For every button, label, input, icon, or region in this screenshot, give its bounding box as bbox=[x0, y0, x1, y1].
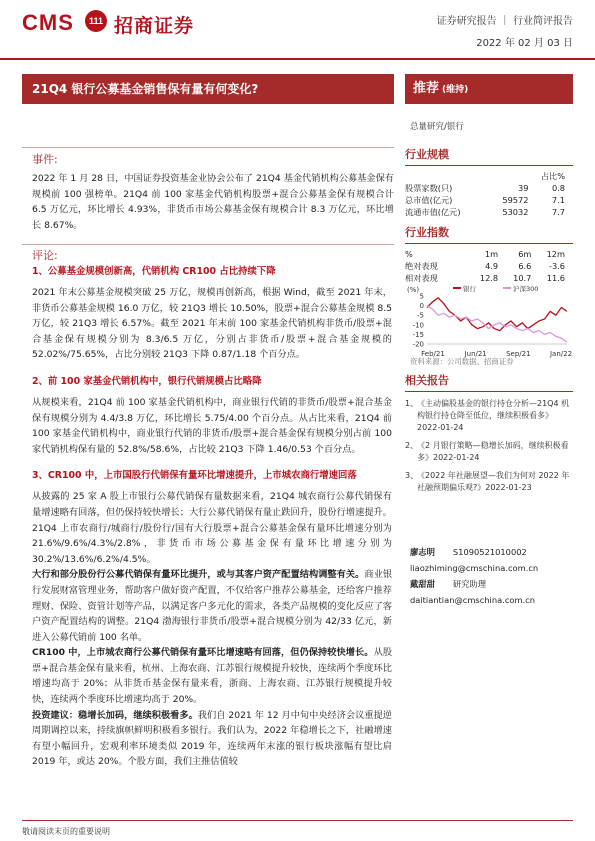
item-text: 《2022 年社融展望—我们为何对 2022 年社融预期偏乐观?》2022-01-23 bbox=[417, 471, 570, 492]
report-title: 21Q4 银行公募基金销售保有量有何变化? bbox=[22, 74, 394, 104]
x-tick-label: Sep/21 bbox=[506, 350, 531, 358]
row-value: 4.9 bbox=[485, 261, 499, 271]
footer-note: 敬请阅读末页的重要说明 bbox=[22, 827, 110, 836]
comment-tag: 评论: bbox=[32, 249, 58, 262]
related-heading: 相关报告 bbox=[405, 374, 449, 387]
x-tick-label: Jun/21 bbox=[464, 350, 487, 358]
series-line-银行 bbox=[427, 298, 567, 331]
row-pct: 7.7 bbox=[551, 207, 565, 217]
paragraph-5-lead: CR100 中，上市城农商行公募代销保有量环比增速略有回落，但仍保持较快增长。 bbox=[32, 647, 374, 659]
row-label: 流通市值(亿元) bbox=[405, 206, 461, 217]
paragraph-6-lead: 投资建议：稳增长加码，继续积极看多。 bbox=[32, 709, 198, 721]
y-tick-label: 5 bbox=[419, 292, 424, 301]
analyst-email[interactable]: daitiantian@cmschina.com.cn bbox=[410, 595, 536, 605]
paragraph-6-text: 我们自 2021 年 12 月中旬中央经济会议重提逆周期调控以来，持续旗帜鲜明积极看多银行。我们认为，2022 年稳增长之下，社融增速有望小幅回升，宏观利率环境类似 2019 年，连续两年末涨的银行板块涨幅有望比肩 2019 年，或达 20%。个股方面，我们主推估值较 bbox=[32, 709, 392, 768]
event-tag: 事件: bbox=[32, 153, 58, 166]
comment-section bbox=[22, 244, 394, 263]
chart-source: 资料来源：公司数据、招商证券 bbox=[410, 357, 514, 366]
report-type: 证券研究报告 ｜ 行业简评报告 bbox=[436, 16, 573, 27]
industry-scale bbox=[405, 146, 573, 218]
col-header: 6m bbox=[518, 249, 532, 259]
row-pct: 0.8 bbox=[551, 183, 565, 193]
scale-table bbox=[405, 170, 565, 218]
industry-index bbox=[405, 224, 573, 284]
related-reports bbox=[405, 372, 573, 494]
rating-label: 推荐 bbox=[413, 81, 440, 96]
item-text: 《主动偏股基金的银行持仓分析—21Q4 机构银行持仓降至低位，继续积极看多》2022-01-24 bbox=[417, 399, 570, 432]
related-report-item[interactable] bbox=[405, 470, 573, 494]
paragraph-2: 从规模来看，21Q4 前 100 家基金代销机构中，商业银行代销的非货币/股票+混合基金保有规模分别为 4.4/3.8 万亿，环比增长 5.75/4.00 个百分点。从占比来看，21Q4 前 100 家基金代销机构中，商业银行代销的非货币/股票+混合基金保有规模分别占前 100 家代销机构保有量的 52.8%/58.6%，占比较 21Q3 下降 1.46/0.53 个百分点。 bbox=[32, 396, 392, 455]
index-table bbox=[405, 248, 565, 284]
analyst-1 bbox=[410, 546, 573, 559]
item-number: 2、 bbox=[405, 441, 419, 450]
table-row bbox=[405, 182, 565, 194]
table-row bbox=[405, 206, 565, 218]
row-value: 11.6 bbox=[546, 273, 565, 283]
header-divider bbox=[0, 58, 595, 60]
y-tick-label: -10 bbox=[412, 321, 424, 330]
index-heading: 行业指数 bbox=[405, 226, 449, 239]
row-value: 10.7 bbox=[513, 273, 532, 283]
col-header: 1m bbox=[484, 249, 499, 259]
y-tick-label: -5 bbox=[417, 311, 424, 320]
index-chart bbox=[405, 282, 573, 358]
col-header: % bbox=[405, 249, 413, 259]
paragraph-4-text: 商业银行发展财富管理业务，帮助客户做好资产配置，不仅给客户推荐公募基金，还给客户推荐理财、保险、资管计划等产品，以满足客户多元化的需求，各类产品规模的变化反应了客户资产配置结构的调整。21Q4 渤海银行非货币/股票+混合规模分别为 42/33 亿元，新进入公募代销前 100 名单。 bbox=[32, 569, 393, 643]
related-report-item[interactable] bbox=[405, 440, 573, 464]
rating-band bbox=[405, 74, 573, 104]
heading-2: 2、前 100 家基金代销机构中，银行代销规模占比略降 bbox=[32, 375, 262, 387]
paragraph-1: 2021 年末公募基金规模突破 25 万亿，规模再创新高，根据 Wind，截至 2021 年末，非货币公募基金规模 16.0 万亿，较 21Q3 增长 10.50%，股票+混合公募基金规模 8.5 万亿，较 21Q3 增长 6.57%。截至 2021 年末前 100 家基金代销机构非货币/股票+混合基金保有规模分别为 8.3/6.5 万亿，分别占非货币/股票+混合基金规模的 52.02%/75.65%，占比分别较 21Q3 下降 0.87/1.18 个百分点。 bbox=[32, 287, 392, 361]
analyst-id: S1090521010002 bbox=[452, 547, 527, 557]
row-value: -3.6 bbox=[549, 261, 565, 271]
paragraph-5 bbox=[32, 645, 392, 707]
divider bbox=[405, 165, 573, 166]
divider bbox=[405, 243, 573, 244]
x-tick-label: Feb/21 bbox=[421, 350, 445, 358]
event-text: 2022 年 1 月 28 日，中国证券投资基金业协会公布了 21Q4 基金代销机构公募基金保有规模前 100 强榜单。21Q4 前 100 家基金代销机构股票+混合公募基金保有规模合计 6.5 万亿元，环比增长 4.93%，非货币市场公募基金保有规模合计 8.3 万亿元，环比增长 8.67%。 bbox=[32, 173, 394, 231]
analyst-name: 戴甜甜 bbox=[410, 579, 435, 589]
analyst-email[interactable]: liaozhiming@cmschina.com.cn bbox=[410, 563, 539, 573]
heading-3: 3、CR100 中，上市国股行代销保有量环比增速提升，上市城农商行增速回落 bbox=[32, 470, 357, 482]
legend-bank: 银行 bbox=[463, 285, 476, 293]
col-header: 12m bbox=[546, 249, 565, 259]
row-pct: 7.1 bbox=[551, 195, 565, 205]
row-value: 53032 bbox=[502, 207, 529, 217]
comment-body bbox=[32, 263, 392, 770]
logo-cms: CMS bbox=[22, 10, 74, 35]
paragraph-5-text: 从股票+混合基金保有量来看，杭州、上海农商、江苏银行规模提升较快，连续两个季度环比增速均高于 20%；从非货币基金保有量来看，浙商、上海农商、江苏银行规模提升较快，连续两个季度环比增速均高于 20%。 bbox=[32, 647, 393, 706]
table-header-row bbox=[405, 248, 565, 260]
row-value: 12.8 bbox=[479, 273, 499, 283]
series-line-沪深300 bbox=[427, 306, 567, 343]
paragraph-4 bbox=[32, 567, 392, 645]
scale-heading: 行业规模 bbox=[405, 148, 449, 161]
row-label: 总市值(亿元) bbox=[405, 194, 453, 205]
row-value: 39 bbox=[518, 183, 529, 193]
analyst-block bbox=[410, 546, 573, 607]
footer-divider bbox=[22, 820, 573, 821]
item-text: 《2 月银行策略—稳增长加码，继续积极看多》2022-01-24 bbox=[417, 441, 569, 462]
row-value: 6.6 bbox=[518, 261, 532, 271]
related-report-item[interactable] bbox=[405, 398, 573, 434]
row-label: 股票家数(只) bbox=[405, 182, 453, 193]
logo-company-name: 招商证券 bbox=[114, 15, 195, 37]
legend-hs300: 沪深300 bbox=[513, 285, 539, 293]
analyst-2 bbox=[410, 578, 573, 591]
table-row bbox=[405, 194, 565, 206]
chart-unit: (%) bbox=[407, 286, 420, 294]
divider bbox=[22, 147, 394, 148]
analyst-role: 研究助理 bbox=[452, 579, 487, 589]
sector-label: 总量研究/银行 bbox=[410, 122, 464, 132]
item-number: 3、 bbox=[405, 471, 419, 480]
table-row bbox=[405, 260, 565, 272]
divider bbox=[22, 244, 394, 245]
row-label: 相对表现 bbox=[405, 272, 438, 283]
scale-unit-header: 占比% bbox=[540, 170, 565, 181]
paragraph-4-lead: 大行和部分股份行公募代销保有量环比提升，或与其客户资产配置结构调整有关。 bbox=[32, 569, 365, 581]
paragraph-3: 从披露的 25 家 A 股上市银行公募代销保有量数据来看，21Q4 城农商行公募代销保有量增速略有回落，但仍保持较快增长；大行公募代销保有量止跌回升，股份行增速提升。21Q4 上市农商行/城商行/股份行/国有大行股票+混合公募基金保有量环比增速分别为 21.6%/9.6%/4.3%/2.8%，非货币市场公募基金保有量环比增速分别为 30.2%/13.6%/6.2%/4.5%。 bbox=[32, 491, 392, 565]
row-value: 59572 bbox=[502, 195, 529, 205]
y-tick-label: 0 bbox=[419, 302, 424, 311]
logo-badge-icon: 111 bbox=[85, 10, 107, 32]
report-date: 2022 年 02 月 03 日 bbox=[476, 38, 573, 49]
item-number: 1、 bbox=[405, 399, 419, 408]
analyst-name: 廖志明 bbox=[410, 547, 435, 557]
rating-sub: (维持) bbox=[442, 85, 469, 95]
event-section bbox=[22, 147, 394, 233]
y-tick-label: -15 bbox=[412, 330, 424, 339]
heading-1: 1、公募基金规模创新高，代销机构 CR100 占比持续下降 bbox=[32, 266, 276, 277]
row-label: 绝对表现 bbox=[405, 260, 438, 271]
paragraph-6 bbox=[32, 708, 392, 770]
divider bbox=[405, 391, 573, 392]
y-tick-label: -20 bbox=[412, 340, 424, 349]
x-tick-label: Jan/22 bbox=[549, 350, 573, 358]
